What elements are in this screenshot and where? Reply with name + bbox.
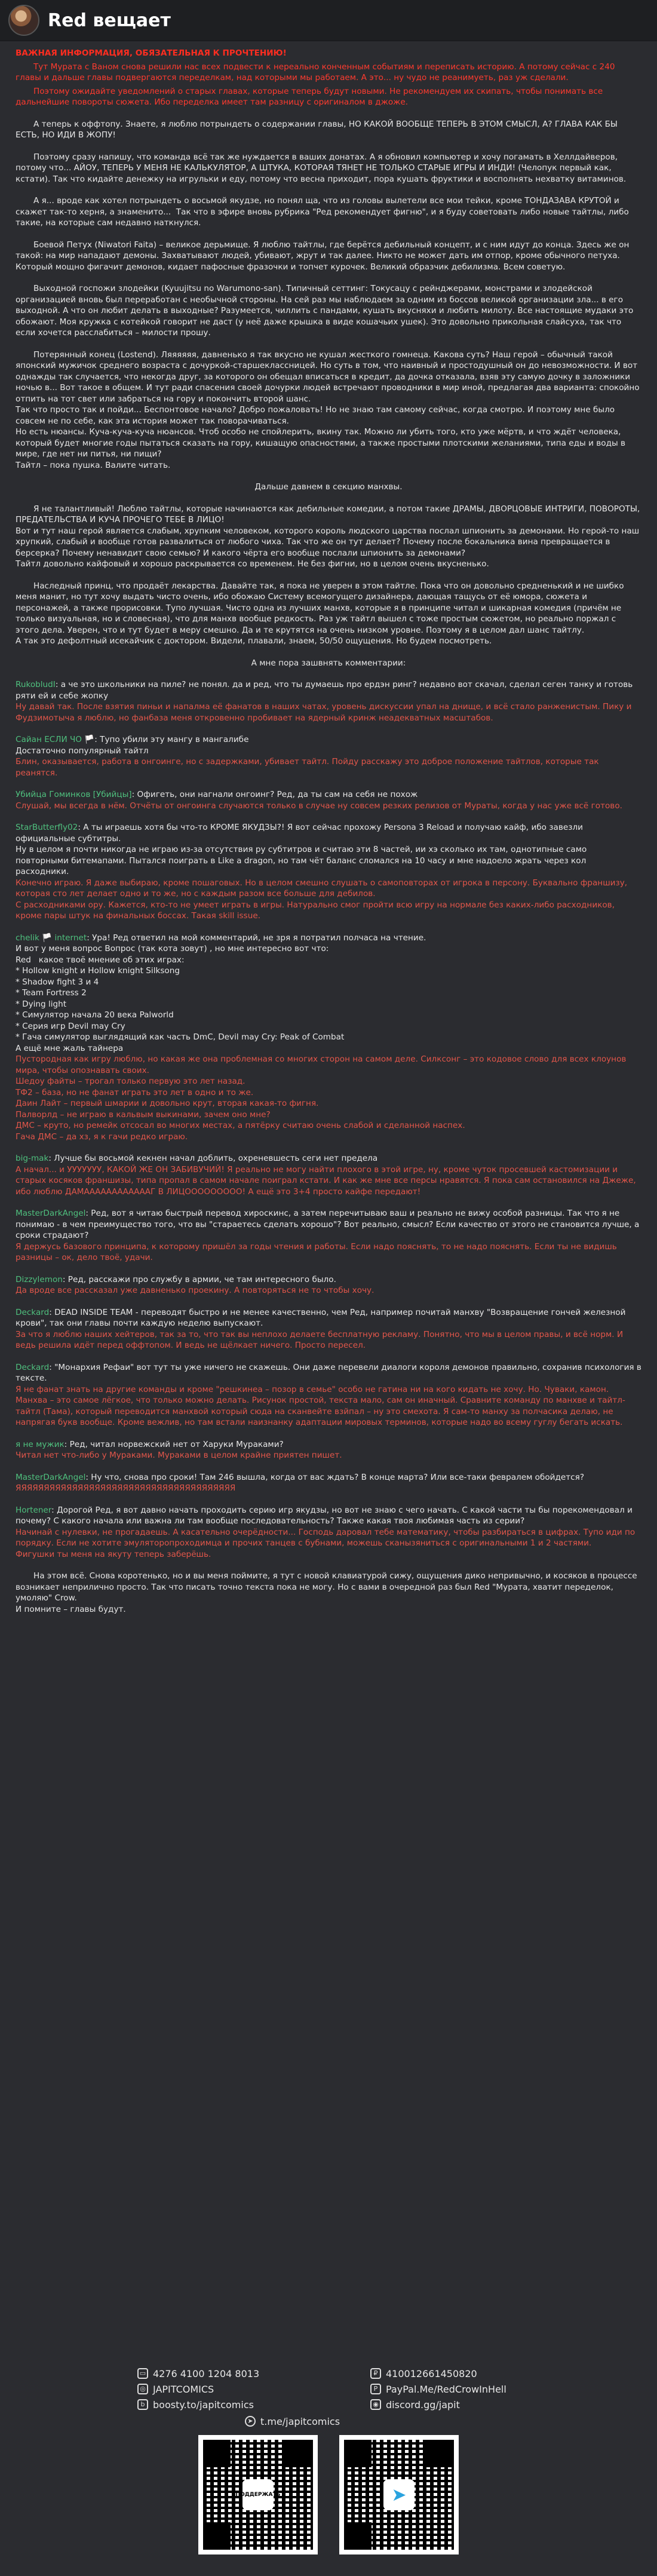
comment-reply: Начинай с нулевки, не прогадаешь. А касательно очерёдности... Господь даровал тебе математику, чтобы разбираться в цифрах. Тупо иди по порядку. Если не хотите эмуляторопроходимца и прочих танцев с бубнами, можешь сканызяниться с оригинальными 1 и 2 частями. Фигушки ты меня на якуту теперь заберёшь. — [16, 1527, 635, 1559]
comment-reply: ЯЯЯЯЯЯЯЯЯЯЯЯЯЯЯЯЯЯЯЯЯЯЯЯЯЯЯЯЯЯЯЯЯЯЯЯЯЯЯ — [16, 1483, 236, 1493]
comment-user[interactable]: MasterDarkAngel — [16, 1209, 86, 1218]
comment-reply: Я не фанат знать на другие команды и кроме "решкинеа – позор в семье" особо не гатина ни на кого кидать не хочу. Но. Чуваки, камон. Манхва – это самое лёгкое, что только можно делать. Рисунок простой, текста мало, сам он иначный. Сравните команду по манхве и тайтл-тайтл (Тама), который переводится манхвой который сюда на сканвейте взйпал – ну это смехота. Я сам-то манху за полчасика делаю, не напрягая букв вообще. Кроме вежлив, но там встали наизнанку адаптации мировых терминов, которые надо во всему гуглу бегать искать. — [16, 1384, 625, 1427]
closing-paragraph: На этом всё. Снова коротенько, но и вы меня поймите, я тут с новой клавиатурой сижу, ощущения дико непривычно, и косяков в процессе возникает неприлично просто. Так что писать точно текста пока не могу. Но с вами в очередной раз был Red "Мурата, хватит переделок, умоляю" Crow. И помните – главы будут. — [16, 1571, 637, 1614]
recommendation-rooster: Боевой Петух (Niwatori Faita) – великое дерьмище. Я люблю тайтлы, где берётся дебильный концепт, и с ним идут до конца. Здесь же он такой: на мир нападают демоны. Захватывают людей, убивают, жрут и так далее. Никто не может дать им отпор, кроме обычного петуха. Который мощно фигачит демонов, кидает пафосные фразочки и топчет курочек. Великий образчик дебилизма. Всем советую. — [16, 240, 632, 272]
notice-heading: ВАЖНАЯ ИНФОРМАЦИЯ, ОБЯЗАТЕЛЬНАЯ К ПРОЧТЕНИЮ! — [16, 48, 287, 58]
comment-text: Ред, расскажи про службу в армии, че там интересного было. — [67, 1274, 336, 1284]
recommendation-prince: Наследный принц, что продаёт лекарства. Давайте так, я пока не уверен в этом тайтле. Пока что он довольно средненький и не шибко меня манит, но тут хочу выдать чисто очень, ибо обожаю Систему всемогущего дизайнера, дающая тащусь от её юмора, сюжета и персонажей, а также прорисовки. Тупо лучшая. Чисто одна из лучших манхв, которые я в принципе читал и шикарная комедия (причём не только визуальная, но и словесная), что для манхв вообще редкость. Раз уж тайтл вышел с тоже простым сюжетом, но реально поржал с этого дела. Уверен, что и тут будет в меру смешно. Да и те крутятся на очень низком уровне. Поэтому я в целом дал шанс тайтлу. А так это дефолтный исекайчик с доктором. Видели, плавали, знаем, 50/50 ощущения. Но будем посмотреть. — [16, 581, 624, 646]
page-title: Red вещает — [48, 10, 171, 31]
comment-item: Сайан ЕСЛИ ЧО 🏳️: Тупо убили эту мангу в мангалибе Достаточно популярный тайтл Блин, оказывается, работа в онгоинге, но с задержками, убивает тайтл. Пойду расскажу это доброе положение тайтлов, которые так реанятся. — [16, 734, 641, 778]
yakuza-paragraph: А я... вроде как хотел потрындеть о восьмой якудзе, но понял ща, что из головы вылетели все мои тейки, кроме ТОНДАЗАВА КРУТОЙ и скажет так-то херня, а знаменито... Так что в эфире вновь рубрика "Ред рекомендует фигню", и я буду советовать либо новые тайтлы, либо такие, на которые сам недавно наткнулся. — [16, 196, 632, 228]
japit-logo-icon: ◎ — [137, 2384, 148, 2394]
recommendation-villain: Выходной госпожи злодейки (Kyuujitsu no Warumono-san). Типичный сеттинг: Токусацу с рейнджерами, монстрами и злодейской организацией вновь был переработан с необычной стороны. На сей раз мы наблюдаем за одним из боссов великой организации зла... в его выходной. А что он любит делать в выходные? Разумеется, чиллить с пандами, кушать вкусняхи и любить милоту. Все настоящие мудаки это обожают. Моя кружка с котейкой говорит не даст (у неё даже крышка в виде кошачьих ушек). Это довольно прикольная слайсуха, так что если хочется расслабиться – милости прошу. — [16, 284, 636, 338]
comment-user[interactable]: Deckard — [16, 1362, 50, 1372]
boosty-icon: b — [137, 2399, 148, 2410]
notice-paragraph-2: Поэтому ожидайте уведомлений о старых главах, которые теперь будут новыми. Не рекомендуем их скипать, чтобы понимать все дальнейшие повороты сюжета. Ибо переделка имеет там разницу с оригиналом в джоже. — [16, 86, 606, 107]
comments-intro: А мне пора зашвнять комментарии: — [251, 658, 406, 668]
comment-user[interactable]: Dizzylemon — [16, 1274, 63, 1284]
wallet-icon: ₽ — [370, 2368, 381, 2379]
comment-user[interactable]: Убийца Гоминков [Убийцы] — [16, 790, 132, 799]
comment-item: MasterDarkAngel: Ну что, снова про сроки! Там 246 вышла, когда от вас ждать? В конце марта? Или все-таки февралем обойдется? ЯЯЯЯЯЯЯЯЯЯЯЯЯЯЯЯЯЯЯЯЯЯЯЯЯЯЯЯЯЯЯЯЯЯЯЯЯЯЯ — [16, 1472, 641, 1494]
paypal-link: PayPal.Me/RedCrowInHell — [386, 2383, 506, 2395]
telegram-link-row[interactable] — [245, 2414, 340, 2429]
comment-text: Ред, вот я читаю быстрый перевод хироскинс, а затем перечитываю ваш и реально не вижу особой разницы. Так что я не понимаю - в чем преимущество того, что вы "стараетесь сделать хорошо"? Вот реально, смысл? Если качество от этого не становится лучше, а сроки страдают? — [16, 1209, 642, 1240]
comment-reply: Блин, оказывается, работа в онгоинге, но с задержками, убивает тайтл. Пойду расскажу это доброе положение тайтлов, которые так реанятся. — [16, 757, 601, 778]
comment-text: а че это школьники на пиле? не понял. да и ред, что ты думаешь про ердэн ринг? недавно вот скачал, сделал сеген танку и готовь ряти ей и себе жопку — [16, 680, 635, 701]
comment-item: chelik 🏳️ internet: Ура! Ред ответил на мой комментарий, не зря я потратил полчаса на чтение. И вот у меня вопрос Вопрос (так кота зовут) , но мне интересно вот что: Red какое твоё мнение об этих играх: * Hollow knight и Hollow knight Silksong * Shadow fight 3 и 4 * Team Fortress 2 * Dying light * Симулятор начала 20 века Palworld * Серия игр Devil may Cry * Гача симулятор выглядящий как часть DmC, Devil may Cry: Peak of Combat А ещё мне жаль тайнера Пустородная как игру люблю, но какая же она проблемная со многих сторон на самом деле. Силксонг – это кодовое слово для всех клоунов мира, чтобы опознавать своих. Шедоу файты – трогал только первую это лет назад. ТФ2 – база, но не фанат играть это лет в одно и то же. Даин Лайт – первый шмарии и довольно крут, вторая какая-то фигня. Палворлд – не играю в кальвым выкинами, зачем оно мне? ДМС – круто, но ремейк отсосал во многих местах, а пятёрку считаю очень слабой и сделанной наспех. Гача ДМС – да хз, я к гачи редко играю. — [16, 933, 641, 1143]
comment-reply: А начал... и УУУУУУУ, КАКОЙ ЖЕ ОН ЗАБИВУЧИЙ! Я реально не могу найти плохого в этой игре, ну, кроме чуток просевшей кастомизации и старых косяков франшизы, типа пропал в самом начале поиграл кстати. И как же мне все персы нравятся. Я пока сам остановился на Джеже, ибо люблю ДАМААААААААААААГ В ЛИЦООООООООО! А ещё это 3+4 просто кайфе передают! — [16, 1164, 639, 1197]
paypal-link-row[interactable] — [370, 2381, 506, 2397]
donate-badge: ПОДДЕРЖАТЬ — [242, 2479, 274, 2510]
comment-item: MasterDarkAngel: Ред, вот я читаю быстрый перевод хироскинс, а затем перечитываю ваш и реально не вижу особой разницы. Так что я не понимаю - в чем преимущество того, что вы "стараетесь сделать хорошо"? Вот реально, смысл? Если качество от этого не становится лучше, а сроки страдают? Я держусь базового принципа, к которому пришёл за годы чтения и работы. Если надо пояснять, то не надо пояснять. Если ты не видишь разницы – ок, дело твоё, удачи. — [16, 1209, 642, 1262]
telegram-icon: ➤ — [245, 2416, 256, 2427]
comment-user[interactable]: Deckard — [16, 1307, 50, 1317]
comment-text: Лучше бы восьмой кекнен начал доблить, охреневшесть сеги нет предела — [54, 1154, 378, 1163]
comment-user[interactable]: Hortener — [16, 1505, 52, 1515]
discord-link: discord.gg/japit — [386, 2399, 460, 2411]
telegram-link: t.me/japitcomics — [260, 2415, 340, 2427]
comment-item: RukobludI: а че это школьники на пиле? не понял. да и ред, что ты думаешь про ердэн ринг? недавно вот скачал, сделал сеген танку и готовь ряти ей и себе жопку Ну давай так. После взятия пиньи и напалма её фанатов в наших чатах, уровень дискуссии упал на днище, и всё стало ранженистым. Пику и Фудзимотыча я люблю, но фанбаза меня откровенно пробивает на ядерный кринж неадекватных масштабов. — [16, 679, 641, 723]
comment-text: Офигеть, они нагнали онгоинг? Ред, да ты сам на себя не похож — [137, 790, 418, 799]
comment-text: Ура! Ред ответил на мой комментарий, не зря я потратил полчаса на чтение. И вот у меня вопрос Вопрос (так кота зовут) , но мне интересно вот что: Red какое твоё мнение об этих играх: * Hollow knight и Hollow knight Silksong * Shadow fight 3 и 4 * Team Fortress 2 * Dying light * Симулятор начала 20 века Palworld * Серия игр Devil may Cry * Гача симулятор выглядящий как часть DmC, Devil may Cry: Peak of Combat А ещё мне жаль тайнера — [16, 933, 426, 1053]
comments-list — [16, 679, 644, 1560]
qr-pattern — [344, 2440, 454, 2550]
comment-user[interactable]: big-mak — [16, 1154, 49, 1163]
comment-item: Убийца Гоминков [Убийцы]: Офигеть, они нагнали онгоинг? Ред, да ты сам на себя не похож Слушай, мы всегда в нём. Отчёты от онгоинга случаются только в случае ну совсем резких релизов от Мураты, когда у нас уже всё готово. — [16, 789, 641, 811]
comment-item: Hortener: Дорогой Ред, я вот давно начать проходить серию игр якудзы, но вот не знаю с чего начать. С какой части ты бы порекомендовал и почему? С какого начала или важна ли там вообще последовательность? Также какая твоя любимая часть из серии? Начинай с нулевки, не прогадаешь. А касательно очерёдности... Господь даровал тебе математику, чтобы разбираться в цифрах. Тупо иди по порядку. Если не хотите эмуляторопроходимца и прочих танцев с бубнами, можешь сканызяниться с оригинальными 1 и 2 частями. Фигушки ты меня на якуту теперь заберёшь. — [16, 1505, 641, 1560]
donation-paragraph: Поэтому сразу напишу, что команда всё так же нуждается в ваших донатах. А я обновил компьютер и хочу погамать в Хеллдайверов, потому что... АЙОУ, ТЕПЕРЬ У МЕНЯ НЕ КАЛЬКУЛЯТОР, А ШТУКА, КОТОРАЯ ТЯНЕТ НЕ ТОЛЬКО СТАРЫЕ ИГРЫ И ИНДИ! (Челопук первый как, кстати). Так что кидайте денежку на игрульки и еду, потому что весна приходит, пора кушать фруктики и восполнять нехватку витаминов. — [16, 152, 627, 184]
comment-reply: Слушай, мы всегда в нём. Отчёты от онгоинга случаются только в случае ну совсем резких релизов от Мураты, когда у нас уже всё готово. — [16, 801, 622, 811]
comment-user[interactable]: chelik 🏳️ internet — [16, 933, 87, 943]
comment-text: Ред, читал норвежский нет от Харуки Мураками? — [69, 1439, 284, 1449]
comment-user[interactable]: StarButterfly02 — [16, 823, 78, 832]
recommendation-lostend: Потерянный конец (Lostend). Ляяяяяя, давненько я так вкусно не кушал жесткого гомнеца. Какова суть? Наш герой – обычный такой японский мужичок среднего возраста с дочуркой-старшеклассницей. Но суть в том, что наивный и простодушный он до невозможности. И вот однажды так случается, что некогда друг, за которого он обещал вписаться в кредит, да дочка отказала, взяв эту самую дочку в заложники ночью в... Вот такое в общем. И тут ради спасения своей дочурки людей встречают проводники в мир иной, предлагая два варианта: спокойно отпить на тот свет или забраться на гору и покончить второй шанс. Так что просто так и пойди... Беспонтовое начало? Добро пожаловать! Но не знаю там самому сейчас, когда смотрю. И поэтому мне было совсем не по себе, как эта история может так поворачиваться. Но есть нюансы. Куча-куча-куча нюансов. Чтоб особо не спойлерить, вкину так. Можно ли убить того, кто уже мёртв, и что ждёт человека, который будет многие годы пытаться сказать на гору, кишащую опасностями, а также простыми плотскими желаниями, типа еды и воды в мире, где нет ни питья, ни пищи? Тайтл – пока пушка. Валите читать. — [16, 349, 640, 470]
comment-user[interactable]: Сайан ЕСЛИ ЧО 🏳️ — [16, 735, 95, 744]
comment-text: Дорогой Ред, я вот давно начать проходить серию игр якудзы, но вот не знаю с чего начать. С какой части ты бы порекомендовал и почему? С какого начала или важна ли там вообще последовательность? Также какая твоя любимая часть из серии? — [16, 1505, 635, 1526]
comment-item: Deckard: "Монархия Рефаи" вот тут ты уже ничего не скажешь. Они даже перевели диалоги короля демонов правильно, сохранив психология в тексте. Я не фанат знать на другие команды и кроме "решкинеа – позор в семье" особо не гатина ни на кого кидать не хочу. Но. Чуваки, камон. Манхва – это самое лёгкое, что только можно делать. Рисунок простой, текста мало, сам он иначный. Сравните команду по манхве и тайтл-тайтл (Тама), который переводится манхвой который сюда на сканвейте взйпал – ну это смехота. Я сам-то манху за полчасика делаю, не напрягая букв вообще. Кроме вежлив, но там встали наизнанку адаптации мировых терминов, которые надо во всему гуглу бегать искать. — [16, 1362, 644, 1427]
comment-text: А ты играешь хотя бы что-то КРОМЕ ЯКУДЗЫ?! Я вот сейчас прохожу Persona 3 Reload и получаю кайф, ибо завезли официальные субтитры. Ну в целом я почти никогда не играю из-за отсутствия ру субтитров и считаю эти 8 частей, ии хэ сколько их там, однотипные само повторными битемапами. Пытался поиграть в Like a dragon, но там чёт баланс сломался на 10 часу и мне надоело жрать через кол расходники. — [16, 823, 587, 876]
manhwa-section-label: Дальше давнем в секцию манхвы. — [254, 482, 403, 492]
comment-item: Deckard: DEAD INSIDE TEAM - переводят быстро и не менее качественно, чем Ред, например почитай манхву "Возвращение гончей железной крови", так они главы почти каждую неделю выпускают. За что я люблю наших хейтеров, так за то, что так вы неплохо делаете бесплатную рекламу. Понятно, что мы в целом правы, и всё норм. И ведь решила идёт перед оффтопом. И ведь не щёлкает ничего. Просто пересел. — [16, 1307, 641, 1351]
boosty-link-row[interactable] — [137, 2397, 259, 2412]
qr-code-telegram[interactable] — [339, 2435, 459, 2554]
recommendation-untalented: Я не талантливый! Люблю тайтлы, которые начинаются как дебильные комедии, а потом такие ДРАМЫ, ДВОРЦОВЫЕ ИНТРИГИ, ПОВОРОТЫ, ПРЕДАТЕЛЬСТВА И КУЧА ПРОЧЕГО ТЕБЕ В ЛИЦО! Вот и тут наш герой является слабым, хрупким человеком, которого король людского царства послал шпионить за демонами. Но герой-то наш хрупкий, слабый и вообще готов развалиться от любого чиха. Так что же он тут делает? Почему после бокальника вина превращается в берсерка? Почему ненавидит свою семью? И какого чёрта его вообще послали шпионить за демонами? Тайтл довольно кайфовый и хорошо раскрывается со временем. Не без фигни, но в целом очень вкусненько. — [16, 504, 640, 569]
post-body — [16, 48, 644, 1626]
comment-reply: Конечно играю. Я даже выбираю, кроме пошаговых. Но в целом смешно слушать о самоповторах от игрока в персону. Буквально франшизу, которая сто лет делает одно и то же, но с каждым разом все больше для дебилов. С расходниками ору. Кажется, кто-то не умеет играть в игры. Натурально смог пройти всю игру на нормале без каких-либо расходников, кроме пары штук на финальных боссах. Такая skill issue. — [16, 878, 628, 921]
avatar[interactable] — [8, 5, 39, 36]
wallet-row[interactable] — [370, 2366, 506, 2381]
comment-reply: Пустородная как игру люблю, но какая же она проблемная со многих сторон на самом деле. Силксонг – это кодовое слово для всех клоунов мира, чтобы опознавать своих. Шедоу файты – трогал только первую это лет назад. ТФ2 – база, но не фанат играть это лет в одно и то же. Даин Лайт – первый шмарии и довольно крут, вторая какая-то фигня. Палворлд – не играю в кальвым выкинами, зачем оно мне? ДМС – круто, но ремейк отсосал во многих местах, а пятёрку считаю очень слабой и сделанной наспех. Гача ДМС – да хз, я к гачи редко играю. — [16, 1054, 627, 1142]
comment-text: DEAD INSIDE TEAM - переводят быстро и не менее качественно, чем Ред, например почитай манхву "Возвращение гончей железной крови", так они главы почти каждую неделю выпускают. — [16, 1307, 628, 1328]
footer — [0, 2366, 657, 2576]
comment-text: Тупо убили эту мангу в мангалибе Достаточно популярный тайтл — [16, 735, 249, 756]
qr-code-donate[interactable] — [198, 2435, 318, 2554]
boosty-link: boosty.to/japitcomics — [153, 2399, 254, 2411]
comment-reply: Да вроде все рассказал уже давненько проекину. А повторяться не то чтобы хочу. — [16, 1286, 374, 1295]
comment-text: Ну что, снова про сроки! Там 246 вышла, когда от вас ждать? В конце марта? Или все-таки февралем обойдется? — [91, 1472, 585, 1482]
wallet-number: 410012661450820 — [386, 2368, 477, 2379]
paypal-icon: P — [370, 2384, 381, 2394]
comment-reply: За что я люблю наших хейтеров, так за то, что так вы неплохо делаете бесплатную рекламу. Понятно, что мы в целом правы, и всё норм. И ведь решила идёт перед оффтопом. И ведь не щёлкает ничего. Просто пересел. — [16, 1329, 626, 1350]
comment-item: StarButterfly02: А ты играешь хотя бы что-то КРОМЕ ЯКУДЗЫ?! Я вот сейчас прохожу Persona 3 Reload и получаю кайф, ибо завезли официальные субтитры. Ну в целом я почти никогда не играю из-за отсутствия ру субтитров и считаю эти 8 частей, ии хэ сколько их там, однотипные само повторными битемапами. Пытался поиграть в Like a dragon, но там чёт баланс сломался на 10 часу и мне надоело жрать через кол расходники. Конечно играю. Я даже выбираю, кроме пошаговых. Но в целом смешно слушать о самоповторах от игрока в персону. Буквально франшизу, которая сто лет делает одно и то же, но с каждым разом все больше для дебилов. С расходниками ору. Кажется, кто-то не умеет играть в игры. Натурально смог пройти всю игру на нормале без каких-либо расходников, кроме пары штук на финальных боссах. Такая skill issue. — [16, 822, 641, 922]
comment-reply: Ну давай так. После взятия пиньи и напалма её фанатов в наших чатах, уровень дискуссии упал на днище, и всё стало ранженистым. Пику и Фудзимотыча я люблю, но фанбаза меня откровенно пробивает на ядерный кринж неадекватных масштабов. — [16, 702, 634, 723]
comment-text: "Монархия Рефаи" вот тут ты уже ничего не скажешь. Они даже перевели диалоги короля демонов правильно, сохранив психология в тексте. — [16, 1362, 644, 1383]
japit-label: JAPITCOMICS — [153, 2383, 214, 2395]
comment-user[interactable]: RukobludI — [16, 680, 56, 689]
comment-item: big-mak: Лучше бы восьмой кекнен начал доблить, охреневшесть сеги нет предела А начал... и УУУУУУУ, КАКОЙ ЖЕ ОН ЗАБИВУЧИЙ! Я реально не могу найти плохого в этой игре, ну, кроме чуток просевшей кастомизации и старых косяков франшизы, типа пропал в самом начале поиграл кстати. И как же мне все персы нравятся. Я пока сам остановился на Джеже, ибо люблю ДАМААААААААААААГ В ЛИЦООООООООО! А ещё это 3+4 просто кайфе передают! — [16, 1153, 641, 1197]
notice-paragraph-1: Тут Мурата с Ваном снова решили нас всех подвести к нереально конченным событиям и переписать историю. А потому сейчас с 240 главы и дальше главы подвергаются переделкам, над которыми мы работаем. А это... ну чудо не реанимуеть, раз уж сделали. — [16, 62, 618, 82]
card-number: 4276 4100 1204 8013 — [153, 2368, 260, 2379]
japit-link-row[interactable] — [137, 2381, 259, 2397]
discord-link-row[interactable] — [370, 2397, 506, 2412]
comment-item: Dizzylemon: Ред, расскажи про службу в армии, че там интересного было. Да вроде все рассказал уже давненько проекину. А повторяться не то чтобы хочу. — [16, 1274, 641, 1296]
header-bar — [0, 0, 657, 41]
comment-user[interactable]: MasterDarkAngel — [16, 1472, 86, 1482]
comment-reply: Я держусь базового принципа, к которому пришёл за годы чтения и работы. Если надо пояснять, то не надо пояснять. Если ты не видишь разницы – ок, дело твоё, удачи. — [16, 1241, 620, 1262]
offtop-paragraph: А теперь к оффтопу. Знаете, я люблю потрындеть о содержании главы, НО КАКОЙ ВООБЩЕ ТЕПЕРЬ В ЭТОМ СМЫСЛ, А? ГЛАВА КАК БЫ ЕСТЬ, НО ИДИ В ЖОПУ! — [16, 119, 621, 140]
credit-card-icon: ▭ — [137, 2368, 148, 2379]
telegram-badge-icon: ➤ — [383, 2479, 415, 2510]
card-number-row[interactable] — [137, 2366, 259, 2381]
comment-reply: Читал нет что-либо у Мураками. Мураками в целом крайне приятен пишет. — [16, 1450, 342, 1460]
qr-pattern — [203, 2440, 313, 2550]
discord-icon: ◉ — [370, 2399, 381, 2410]
comment-user[interactable]: я не мужик — [16, 1439, 65, 1449]
comment-item: я не мужик: Ред, читал норвежский нет от Харуки Мураками? Читал нет что-либо у Мураками. Мураками в целом крайне приятен пишет. — [16, 1439, 641, 1461]
